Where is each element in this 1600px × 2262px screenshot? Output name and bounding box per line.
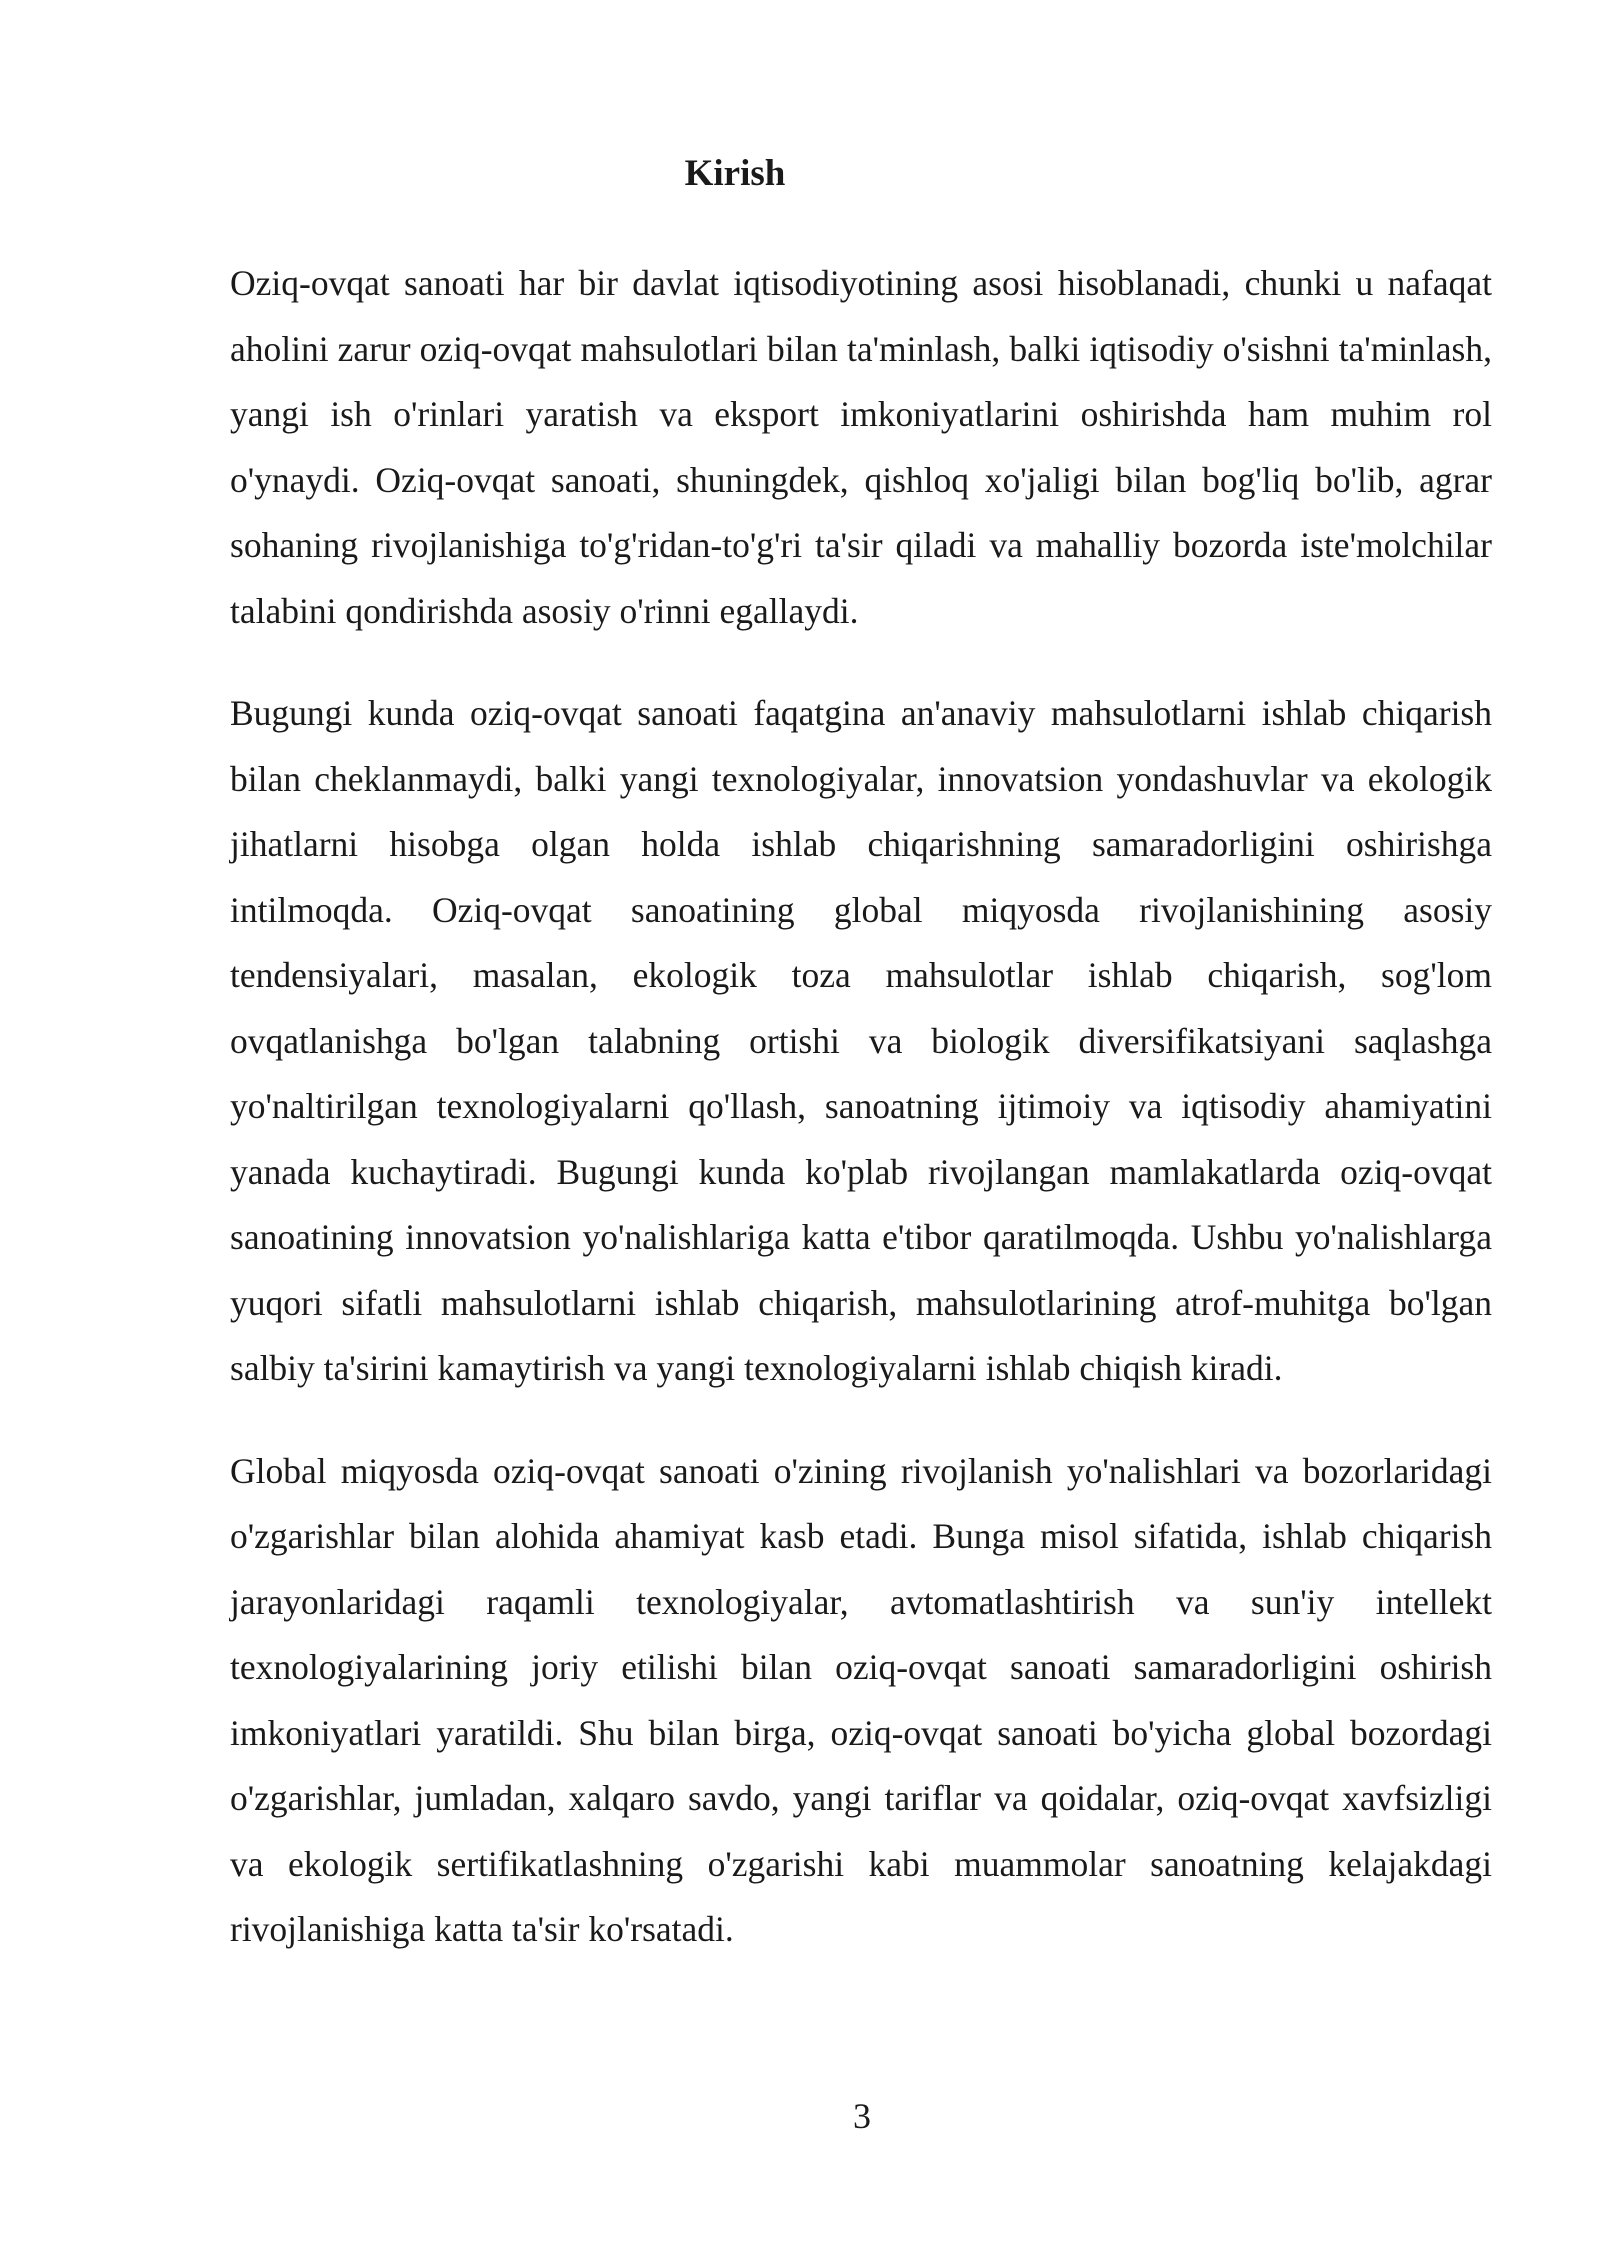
section-title: Kirish [684, 153, 786, 194]
paragraph-3: Global miqyosda oziq-ovqat sanoati o'zining rivojlanish yo'nalishlari va bozorlaridagi o'zgarishlar bilan alohida ahamiyat kasb etadi. Bunga misol sifatida, ishlab chiqarish jarayonlaridagi raqamli texnologiyalar, avtomatlashtirish va sun'iy intellekt texnologiyalarining joriy etilishi bilan oziq-ovqat sanoati samaradorligini oshirish imkoniyatlari yaratildi. Shu bilan birga, oziq-ovqat sanoati bo'yicha global bozordagi o'zgarishlar, jumladan, xalqaro savdo, yangi tariflar va qoidalar, oziq-ovqat xavfsizligi va ekologik sertifikatlashning o'zgarishi kabi muammolar sanoatning kelajakdagi rivojlanishiga katta ta'sir ko'rsatadi. [230, 1450, 1492, 1949]
paragraph-1: Oziq-ovqat sanoati har bir davlat iqtisodiyotining asosi hisoblanadi, chunki u nafaqat aholini zarur oziq-ovqat mahsulotlari bilan ta'minlash, balki iqtisodiy o'sishni ta'minlash, yangi ish o'rinlari yaratish va eksport imkoniyatlarini oshirishda ham muhim rol o'ynaydi. Oziq-ovqat sanoati, shuningdek, qishloq xo'jaligi bilan bog'liq bo'lib, agrar sohaning rivojlanishiga to'g'ridan-to'g'ri ta'sir qiladi va mahalliy bozorda iste'molchilar talabini qondirishda asosiy o'rinni egallaydi. [230, 263, 1492, 631]
body-text [230, 251, 1492, 2000]
page-number: 3 [853, 2096, 871, 2136]
paragraph-2: Bugungi kunda oziq-ovqat sanoati faqatgina an'anaviy mahsulotlarni ishlab chiqarish bilan cheklanmaydi, balki yangi texnologiyalar, innovatsion yondashuvlar va ekologik jihatlarni hisobga olgan holda ishlab chiqarishning samaradorligini oshirishga intilmoqda. Oziq-ovqat sanoatining global miqyosda rivojlanishining asosiy tendensiyalari, masalan, ekologik toza mahsulotlar ishlab chiqarish, sog'lom ovqatlanishga bo'lgan talabning ortishi va biologik diversifikatsiyani saqlashga yo'naltirilgan texnologiyalarni qo'llash, sanoatning ijtimoiy va iqtisodiy ahamiyatini yanada kuchaytiradi. Bugungi kunda ko'plab rivojlangan mamlakatlarda oziq-ovqat sanoatining innovatsion yo'nalishlariga katta e'tibor qaratilmoqda. Ushbu yo'nalishlarga yuqori sifatli mahsulotlarni ishlab chiqarish, mahsulotlarining atrof-muhitga bo'lgan salbiy ta'sirini kamaytirish va yangi texnologiyalarni ishlab chiqish kiradi. [230, 693, 1492, 1388]
